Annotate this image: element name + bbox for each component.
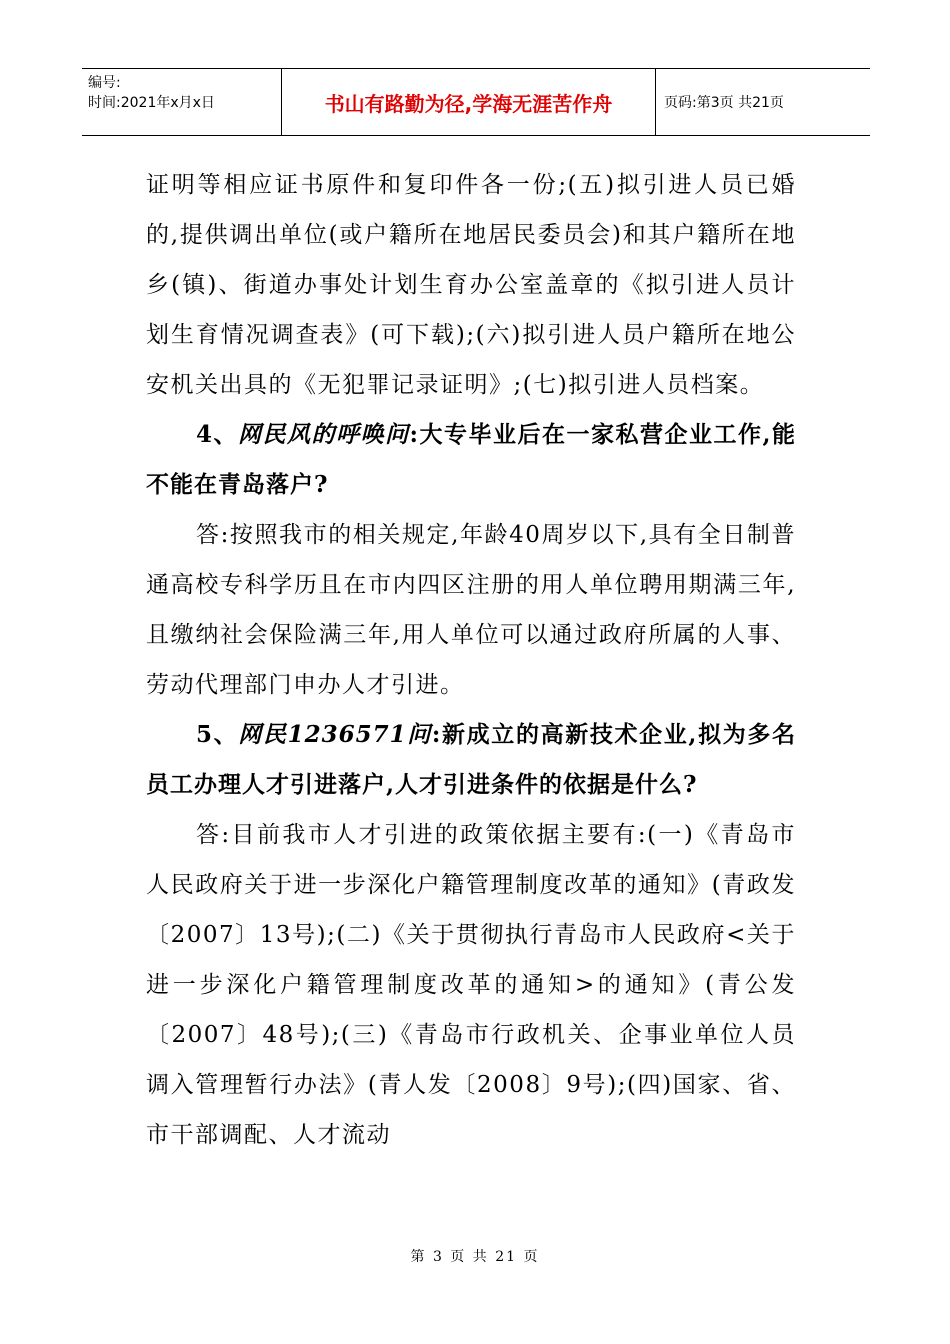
question-4-number: 4、 [196, 421, 239, 448]
header-motto: 书山有路勤为径,学海无涯苦作舟 [282, 69, 656, 135]
serial-label: 编号: [88, 75, 121, 91]
page-header [82, 68, 870, 136]
answer-5: 答:目前我市人才引进的政策依据主要有:(一)《青岛市人民政府关于进一步深化户籍管理制度改革的通知》(青政发〔2007〕13号);(二)《关于贯彻执行青岛市人民政府<关于进一步深化户籍管理制度改革的通知>的通知》(青公发〔2007〕48号);(三)《青岛市行政机关、企事业单位人员调入管理暂行办法》(青人发〔2008〕9号);(四)国家、省、市干部调配、人才流动 [146, 822, 796, 1148]
question-5-number: 5、 [196, 721, 239, 748]
question-4 [146, 410, 796, 510]
document-body [146, 160, 796, 1160]
header-meta [82, 69, 282, 135]
question-5-text: :新成立的高新技术企业,拟为多名员工办理人才引进落户,人才引进条件的依据是什么? [146, 721, 796, 798]
time-label: 时间:2021年x月x日 [88, 95, 215, 111]
question-5-asker: 网民1236571问 [238, 721, 432, 748]
question-4-asker: 网民风的呼唤问 [238, 421, 410, 448]
paragraph-requirements: 证明等相应证书原件和复印件各一份;(五)拟引进人员已婚的,提供调出单位(或户籍所在地居民委员会)和其户籍所在地乡(镇)、街道办事处计划生育办公室盖章的《拟引进人员计划生育情况调查表》(可下载);(六)拟引进人员户籍所在地公安机关出具的《无犯罪记录证明》;(七)拟引进人员档案。 [146, 172, 796, 398]
page-footer: 第 3 页 共 21 页 [410, 1249, 540, 1265]
question-4-text: :大专毕业后在一家私营企业工作,能不能在青岛落户? [146, 421, 797, 498]
header-page-info: 页码:第3页 共21页 [664, 95, 784, 111]
answer-4: 答:按照我市的相关规定,年龄40周岁以下,具有全日制普通高校专科学历且在市内四区注册的用人单位聘用期满三年,且缴纳社会保险满三年,用人单位可以通过政府所属的人事、劳动代理部门申办人才引进。 [146, 522, 796, 698]
question-5 [146, 710, 796, 810]
